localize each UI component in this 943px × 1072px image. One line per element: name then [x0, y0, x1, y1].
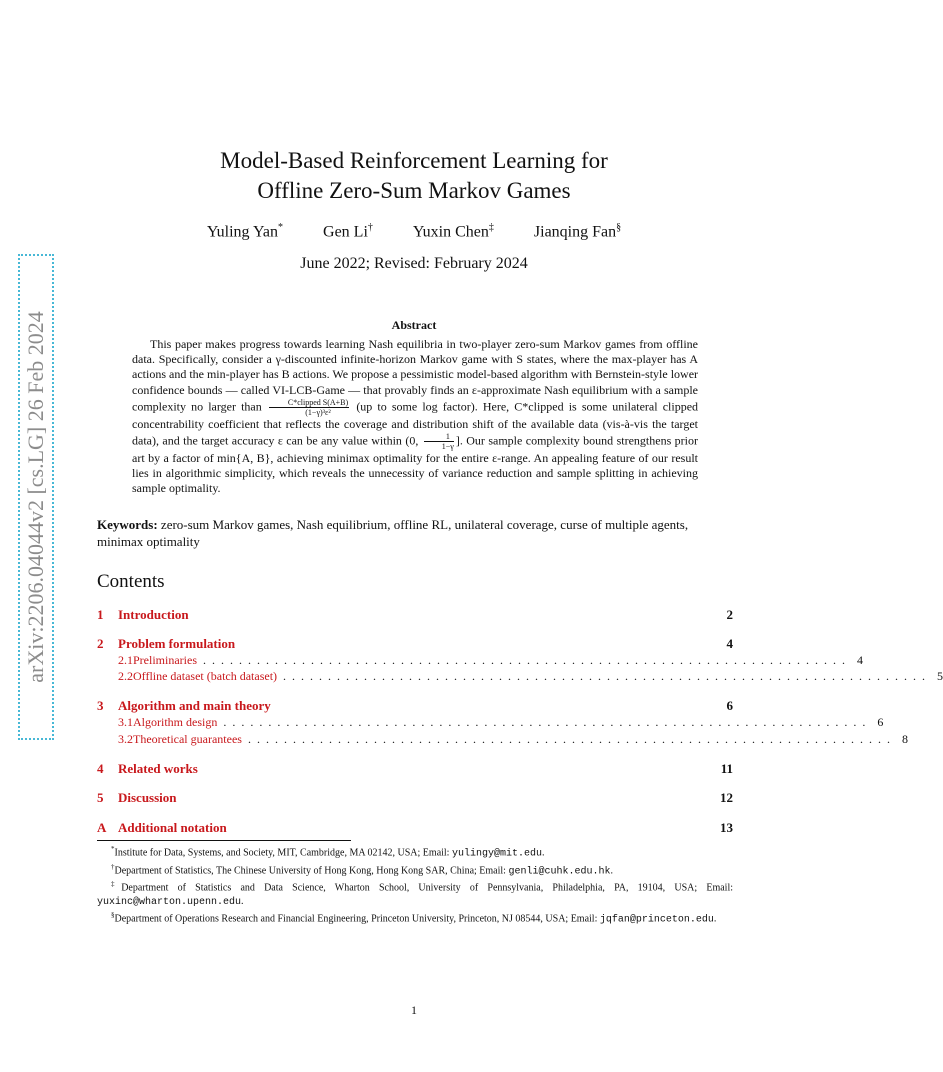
toc-number: 3.2 — [118, 732, 133, 746]
toc-title: Algorithm design — [133, 715, 218, 729]
toc-title: Problem formulation — [118, 636, 236, 651]
footnote-2 — [97, 861, 733, 879]
toc-number: 2.2 — [118, 669, 133, 683]
page-number: 1 — [411, 1003, 417, 1017]
toc-page: 12 — [720, 790, 733, 805]
toc-leader-dots: ........................................................................ — [223, 715, 872, 729]
author-name: Gen Li — [323, 223, 368, 241]
toc-title: Related works — [118, 761, 198, 776]
toc-subsection-algorithm-design[interactable] — [118, 715, 884, 730]
toc-page: 13 — [720, 820, 733, 835]
toc-number: 4 — [97, 761, 104, 776]
abstract-text-2: (up to some log factor). Here, C*clipped is some unilateral clipped concentrability coefficient that reflects the coverage and distribution shift of the available data (vis-à-vis the target data), and the target accuracy ε can be any value within (0, — [132, 399, 699, 448]
author-name: Yuxin Chen — [412, 223, 489, 241]
fraction-denominator: 1−γ — [441, 442, 454, 452]
toc-number: 1 — [97, 607, 104, 622]
toc-section-algorithm[interactable] — [97, 698, 733, 714]
author-2 — [323, 222, 373, 241]
footnote-divider — [97, 840, 351, 841]
abstract-body — [132, 337, 698, 497]
toc-leader-dots: ........................................................................ — [247, 732, 896, 746]
abstract-heading: Abstract — [391, 318, 437, 332]
toc-page: 6 — [877, 715, 884, 729]
footnote-end: . — [541, 847, 545, 859]
toc-section-additional-notation[interactable] — [97, 820, 733, 836]
toc-page: 8 — [901, 732, 908, 746]
toc-title: Introduction — [118, 607, 189, 622]
toc-number: 5 — [97, 790, 104, 805]
footnote-text: Department of Statistics, The Chinese University of Hong Kong, Hong Kong SAR, China; Email: — [114, 864, 509, 876]
publication-date: June 2022; Revised: February 2024 — [300, 255, 528, 272]
toc-number: 3.1 — [118, 715, 133, 729]
abstract-text-1: This paper makes progress towards learning Nash equilibria in two-player zero-sum Markov games from offline data. Specifically, consider a γ-discounted infinite-horizon Markov game with S states, where the max-player has A actions and the min-player has B actions. We propose a pessimistic model-based algorithm with Bernstein-style lower confidence bounds — called VI-LCB-Game — that provably finds an ε-approximate Nash equilibrium with a sample complexity no larger than — [132, 337, 699, 414]
toc-title: Theoretical guarantees — [133, 732, 242, 746]
title-line-2: Offline Zero-Sum Markov Games — [257, 178, 571, 203]
footnote-mark: § — [111, 911, 115, 920]
arxiv-identifier: arXiv:2206.04044v2 [cs.LG] 26 Feb 2024 — [23, 311, 48, 683]
footnotes — [97, 843, 733, 927]
footnote-text: Department of Operations Research and Financial Engineering, Princeton University, Princeton, NJ 08544, USA; Email: — [114, 913, 600, 925]
toc-page: 2 — [726, 607, 733, 622]
author-list — [0, 222, 828, 241]
toc-subsection-preliminaries[interactable] — [118, 653, 863, 668]
toc-title: Offline dataset (batch dataset) — [133, 669, 278, 683]
footnote-end: . — [713, 913, 717, 925]
footnote-mark: † — [111, 862, 115, 871]
toc-page: 4 — [856, 653, 863, 667]
email-link[interactable]: yulingy@mit.edu — [451, 848, 542, 860]
toc-title: Discussion — [118, 790, 177, 805]
fraction-numerator: C*clipped S(A+B) — [269, 398, 349, 408]
toc-title: Algorithm and main theory — [118, 698, 271, 713]
toc-section-problem-formulation[interactable] — [97, 636, 733, 652]
author-mark[interactable]: ‡ — [488, 222, 494, 233]
author-4 — [534, 222, 621, 241]
footnote-mark: ‡ — [111, 880, 122, 889]
email-link[interactable]: yuxinc@wharton.upenn.edu — [97, 896, 242, 908]
footnote-4 — [97, 909, 733, 927]
toc-number: 2.1 — [118, 653, 133, 667]
toc-page: 4 — [726, 636, 733, 651]
email-link[interactable]: jqfan@princeton.edu — [599, 914, 714, 926]
keywords-label: Keywords: — [97, 517, 158, 532]
author-name: Yuling Yan — [206, 223, 279, 241]
fraction-numerator: 1 — [424, 432, 454, 442]
title-line-1: Model-Based Reinforcement Learning for — [220, 148, 608, 173]
toc-leader-dots: ........................................................................ — [202, 653, 851, 667]
toc-page: 11 — [720, 761, 733, 776]
footnote-end: . — [241, 895, 244, 907]
toc-number: 3 — [97, 698, 104, 713]
author-mark[interactable]: † — [367, 222, 373, 233]
toc-title: Preliminaries — [133, 653, 197, 667]
footnote-text: Institute for Data, Systems, and Society, MIT, Cambridge, MA 02142, USA; Email: — [114, 847, 452, 859]
accuracy-range-fraction — [424, 432, 454, 451]
toc-section-related-works[interactable] — [97, 761, 733, 777]
sample-complexity-fraction — [269, 398, 349, 417]
email-link[interactable]: genli@cuhk.edu.hk — [508, 865, 611, 877]
toc-number: A — [97, 820, 107, 835]
toc-page: 5 — [937, 669, 943, 683]
footnote-1 — [97, 843, 733, 861]
author-mark[interactable]: § — [616, 222, 622, 233]
keywords-text: zero-sum Markov games, Nash equilibrium, offline RL, unilateral coverage, curse of multiple agents, minimax optimality — [97, 517, 689, 549]
contents-heading: Contents — [97, 571, 165, 592]
toc-title: Additional notation — [118, 820, 227, 835]
footnote-text: Department of Statistics and Data Science, Wharton School, University of Pennsylvania, Philadelphia, PA, 19104, USA; Email: — [121, 882, 733, 894]
paper-title — [0, 146, 828, 206]
author-3 — [413, 222, 494, 241]
toc-leader-dots: ........................................................................ — [283, 669, 932, 683]
toc-section-discussion[interactable] — [97, 790, 733, 806]
author-mark[interactable]: * — [278, 222, 284, 233]
toc-section-introduction[interactable] — [97, 607, 733, 623]
toc-subsection-offline-dataset[interactable] — [118, 669, 943, 684]
footnote-3 — [97, 878, 733, 909]
toc-number: 2 — [97, 636, 104, 651]
footnote-end: . — [610, 864, 613, 876]
author-name: Jianqing Fan — [533, 223, 617, 241]
toc-subsection-theoretical-guarantees[interactable] — [118, 732, 908, 747]
footnote-mark: * — [111, 845, 115, 853]
author-1 — [207, 222, 283, 241]
toc-page: 6 — [726, 698, 733, 713]
keywords — [97, 516, 733, 550]
fraction-denominator: (1−γ)³ε² — [305, 407, 331, 417]
abstract-text-3: ]. Our sample complexity bound strengthens prior art by a factor of min{A, B}, achieving minimax optimality for the entire ε-range. An appealing feature of our result lies in algorithmic simplicity, which reveals the unnecessity of variance reduction and sample splitting in achieving sample optimality. — [132, 433, 699, 496]
